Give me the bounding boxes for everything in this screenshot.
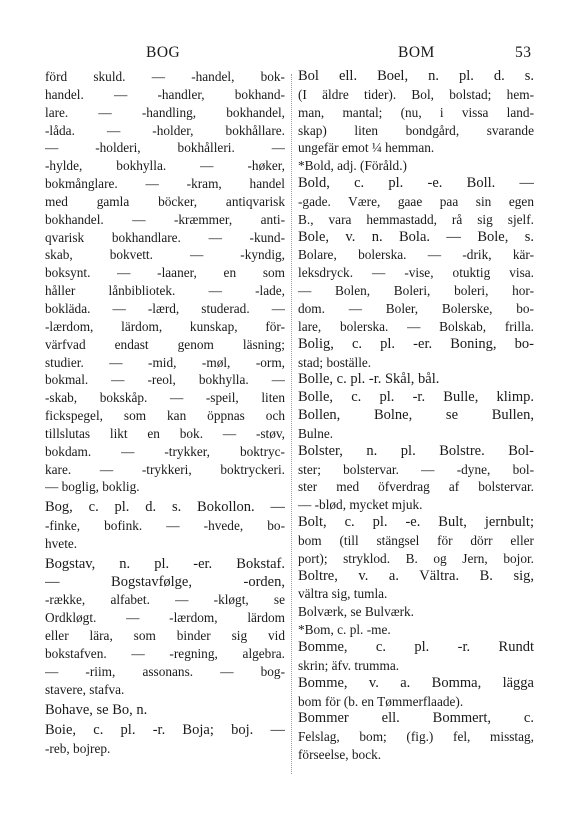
text-line: leksdryck. — -vise, otuktig visa.	[298, 265, 534, 281]
text-line: — Bolen, Boleri, boleri, hor-	[298, 283, 534, 299]
text-line: stad; boställe.	[298, 354, 372, 370]
text-line: -række, alfabet. — -kløgt, se	[45, 592, 285, 608]
text-line: Bolle, c. pl. -r. Skål, bål.	[298, 371, 440, 388]
text-line: -reb, bojrep.	[45, 741, 111, 757]
text-line: B., vara hemmastadd, rå sig sjelf.	[298, 211, 534, 227]
text-line: Bog, c. pl. d. s. Bokollon. —	[45, 499, 285, 516]
text-line: ster med öfverdrag af bolstervar.	[298, 479, 534, 495]
text-line: Ordkløgt. — -lærdom, lärdom	[45, 610, 285, 626]
text-line: bokmal. — -reol, bokhylla. —	[45, 372, 285, 388]
text-line: lare, bolerska. — Bolskab, frilla.	[298, 318, 534, 334]
page-number: 53	[515, 44, 532, 61]
text-line: studier. — -mid, -møl, -orm,	[45, 354, 285, 370]
text-line: handel. — -handler, bokhand-	[45, 86, 285, 102]
text-line: Boltre, v. a. Vältra. B. sig,	[298, 567, 534, 584]
text-line: man, mantal; (nu, i vissa land-	[298, 104, 534, 120]
text-line: lare. — -handling, bokhandel,	[45, 104, 285, 120]
text-line: dom. — Boler, Bolerske, bo-	[298, 300, 534, 316]
text-line: stavere, stafva.	[45, 681, 125, 697]
text-line: Bogstav, n. pl. -er. Bokstaf.	[45, 555, 285, 572]
text-line: kare. — -trykkeri, boktryckeri.	[45, 461, 285, 477]
text-line: Bohave, se Bo, n.	[45, 701, 148, 718]
text-line: Boie, c. pl. -r. Boja; boj. —	[45, 722, 285, 739]
text-line: bokläda. — -lærd, studerad. —	[45, 300, 285, 316]
text-line: Bommer ell. Bommert, c.	[298, 710, 534, 727]
text-line: skap) liten bondgård, svarande	[298, 122, 534, 138]
text-line: port); stryklod. B. og Jern, bojor.	[298, 550, 534, 566]
text-line: bokstafven. — -regning, algebra.	[45, 646, 285, 661]
text-line: Bulne.	[298, 425, 334, 441]
text-line: boksynt. — -laaner, en som	[45, 265, 285, 281]
text-line: Bolster, n. pl. Bolstre. Bol-	[298, 442, 534, 459]
text-line: *Bom, c. pl. -me.	[298, 622, 391, 638]
text-line: Bolt, c. pl. -e. Bult, jernbult;	[298, 514, 534, 531]
text-line: (I äldre tider). Bol, bolstad; hem-	[298, 86, 534, 102]
text-line: bom för (b. en Tømmerflaade).	[298, 693, 464, 709]
text-line: håller lånbibliotek. — -lade,	[45, 283, 285, 299]
text-line: Bolig, c. pl. -er. Boning, bo-	[298, 335, 534, 352]
running-header	[0, 44, 576, 64]
text-line: ster; bolstervar. — -dyne, bol-	[298, 461, 534, 477]
left-column	[45, 68, 285, 758]
text-line: *Bold, adj. (Föråld.)	[298, 158, 407, 174]
text-line: bom (till stängsel för dörr eller	[298, 532, 534, 548]
text-line: bokmånglare. — -kram, handel	[45, 176, 285, 192]
text-line: förd skuld. — -handel, bok-	[45, 69, 285, 84]
text-line: värfvad endast genom läsning;	[45, 336, 285, 352]
text-line: Felslag, bom; (fig.) fel, misstag,	[298, 729, 534, 745]
text-line: skrin; äfv. trumma.	[298, 657, 400, 673]
text-line: Bolare, bolerska. — -drik, kär-	[298, 247, 534, 263]
text-line: -gade. Være, gaae paa sin egen	[298, 193, 534, 209]
text-line: tillslutas likt en bok. — -støv,	[45, 425, 285, 441]
text-line: — -holderi, bokhålleri. —	[45, 140, 285, 156]
text-line: Bol ell. Boel, n. pl. d. s.	[298, 68, 534, 84]
text-line: förseelse, bock.	[298, 747, 382, 763]
text-line: -skab, bokskåp. — -speil, liten	[45, 390, 285, 406]
text-line: — -blød, mycket mjuk.	[298, 497, 423, 513]
text-line: — -riim, assonans. — bog-	[45, 663, 285, 679]
text-line: bokhandel. — -kræmmer, anti-	[45, 211, 285, 227]
text-line: skab, bokvett. — -kyndig,	[45, 247, 285, 263]
text-line: Bolle, c. pl. -r. Bulle, klimp.	[298, 389, 534, 406]
text-line: — boglig, boklig.	[45, 479, 140, 495]
text-line: med gamla böcker, antiqvarisk	[45, 193, 285, 209]
text-line: -låda. — -holder, bokhållare.	[45, 122, 285, 138]
right-column	[298, 68, 534, 764]
text-line: qvarisk bokhandlare. — -kund-	[45, 229, 285, 245]
text-line: hvete.	[45, 535, 78, 551]
header-last-word: BOM	[398, 44, 435, 61]
text-line: — Bogstavfølge, -orden,	[45, 573, 285, 590]
text-line: Bolværk, se Bulværk.	[298, 604, 414, 620]
header-first-word: BOG	[146, 44, 181, 61]
text-line: -finke, bofink. — -hvede, bo-	[45, 518, 285, 534]
text-line: bokdam. — -trykker, boktryc-	[45, 443, 285, 459]
text-line: Bomme, c. pl. -r. Rundt	[298, 639, 534, 655]
text-line: -lærdom, lärdom, kunskap, för-	[45, 318, 285, 334]
text-line: fickspegel, som kan öppnas och	[45, 408, 285, 424]
text-line: Bold, c. pl. -e. Boll. —	[298, 175, 534, 192]
text-line: ungefär emot ¼ hemman.	[298, 140, 435, 156]
text-line: -hylde, bokhylla. — -høker,	[45, 158, 285, 174]
text-line: eller lära, som binder sig vid	[45, 628, 285, 644]
column-divider	[291, 74, 292, 774]
text-line: Bole, v. n. Bola. — Bole, s.	[298, 228, 534, 245]
text-line: Bomme, v. a. Bomma, lägga	[298, 674, 534, 691]
text-line: vältra sig, tumla.	[298, 586, 388, 602]
text-line: Bollen, Bolne, se Bullen,	[298, 407, 534, 424]
